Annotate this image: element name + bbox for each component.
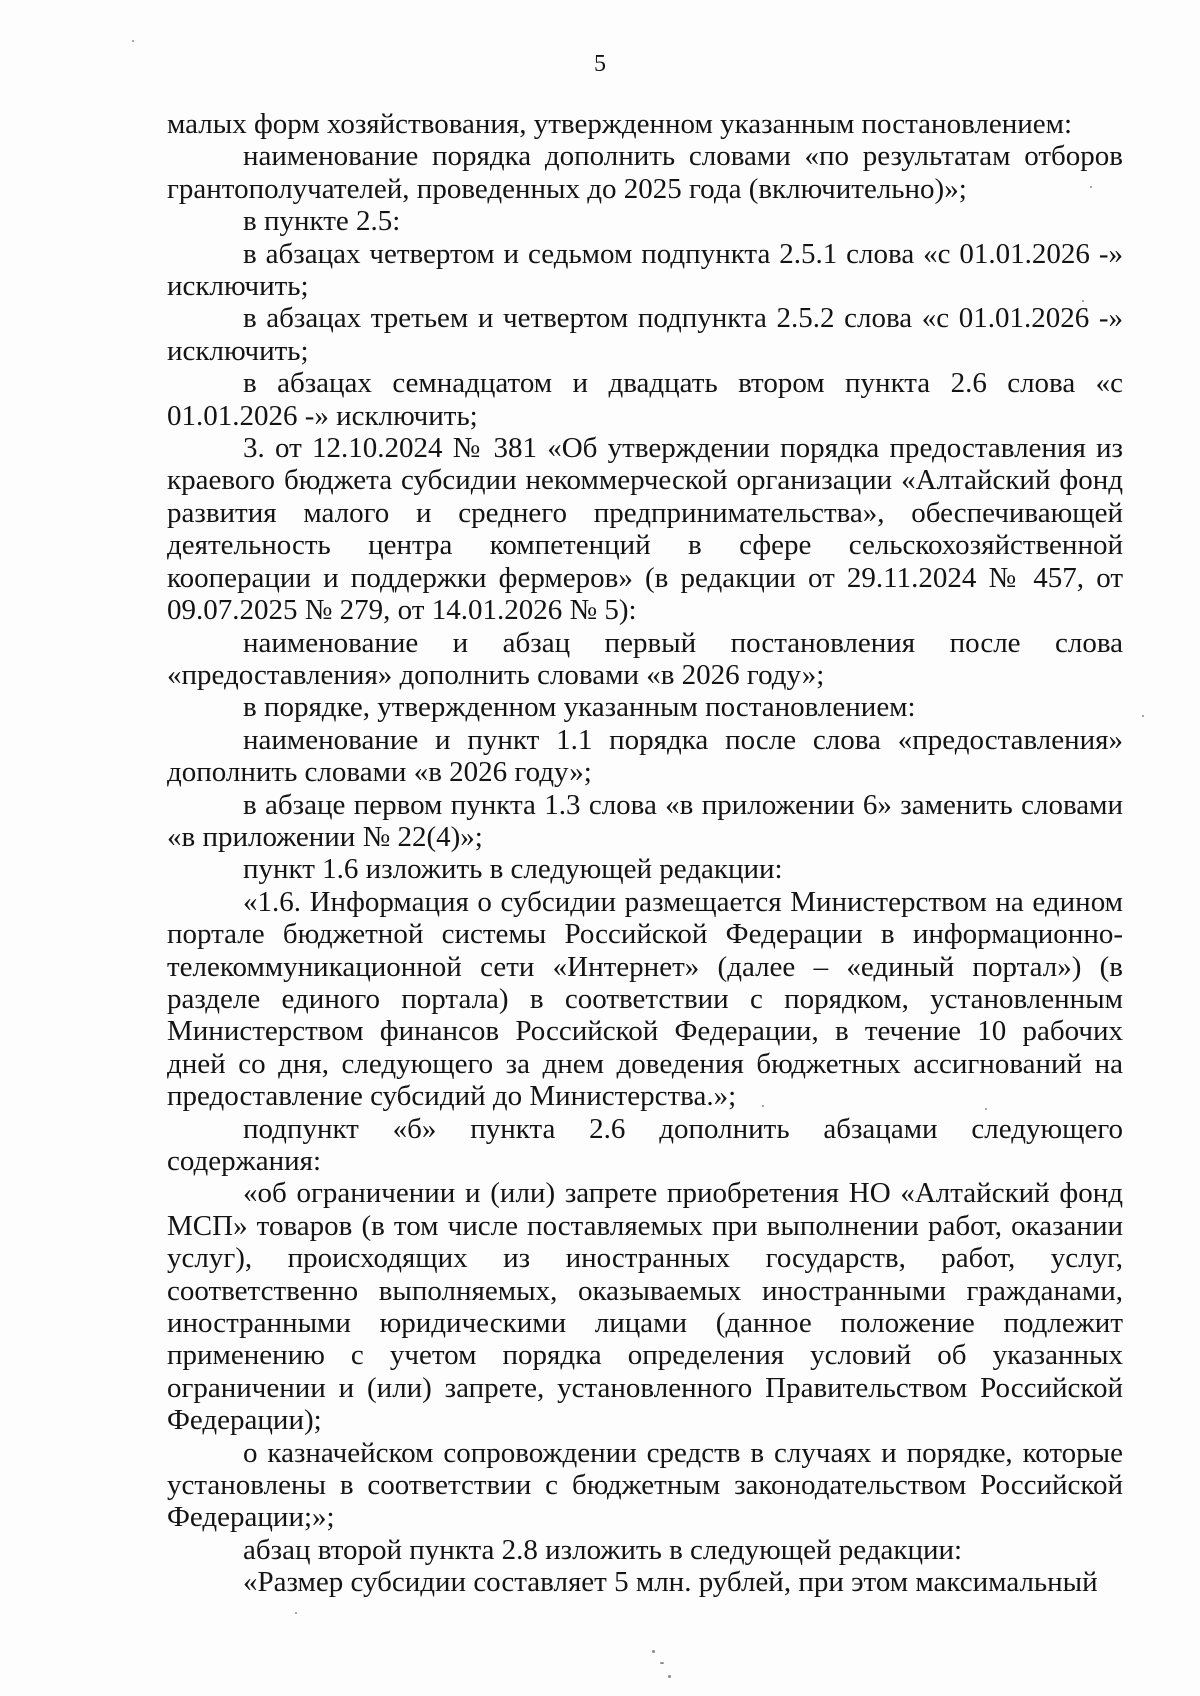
scan-speck [985, 1108, 987, 1110]
scan-speck [132, 40, 134, 42]
scan-speck [1090, 186, 1092, 188]
paragraph-continuation: малых форм хозяйствования, утвержденном указанным постановлением: [167, 108, 1073, 140]
paragraph-title-and-first-abzac: наименование и абзац первый постановления после слова «предоставления» дополнить словами «в 2026 году»; [167, 626, 1123, 691]
paragraph-point-1-6-text: «1.6. Информация о субсидии размещается Министерством на едином портале бюджетной системы Российской Федерации в информационно-телекоммуникационной сети «Интернет» (далее – «единый портал») (в разделе единого портала) в соответствии с порядком, установленным Министерством финансов Российской Федерации, в течение 10 рабочих дней со дня, следующего за днем доведения бюджетных ассигнований на предоставление субсидий до Министерства.»; [167, 885, 1123, 1113]
paragraph-point-2-8-intro: абзац второй пункта 2.8 изложить в следующей редакции: [243, 1533, 963, 1566]
scan-speck [295, 1612, 297, 1614]
document-body [167, 108, 1123, 1599]
scan-speck [652, 1650, 655, 1653]
paragraph-in-order: в порядке, утвержденном указанным постановлением: [243, 691, 916, 724]
paragraph-subpoint-2-5-2: в абзацах третьем и четвертом подпункта 2.5.2 слова «с 01.01.2026 -» исключить; [167, 302, 1123, 367]
scan-speck [660, 1662, 664, 1664]
scan-speck [762, 1105, 764, 1107]
paragraph-point-2-6: в абзацах семнадцатом и двадцать втором пункта 2.6 слова «с 01.01.2026 -» исключить; [167, 367, 1123, 432]
paragraph-point-2-5: в пункте 2.5: [243, 205, 401, 238]
paragraph-point-1-1: наименование и пункт 1.1 порядка после слова «предоставления» дополнить словами «в 2026 году»; [167, 723, 1123, 789]
paragraph-point-1-6-intro: пункт 1.6 изложить в следующей редакции: [243, 853, 783, 886]
paragraph-point-1-3: в абзаце первом пункта 1.3 слова «в приложении 6» заменить словами «в приложении № 22(4)»; [167, 788, 1123, 853]
paragraph-subpoint-b-2-6: подпункт «б» пункта 2.6 дополнить абзацами следующего содержания: [167, 1112, 1123, 1177]
paragraph-subsidy-amount: «Размер субсидии составляет 5 млн. рублей, при этом максимальный [243, 1566, 1098, 1599]
paragraph-title-amendment: наименование порядка дополнить словами «по результатам отборов грантополучателей, проведенных до 2025 года (включительно)»; [167, 140, 1123, 205]
scan-speck [668, 1675, 671, 1678]
paragraph-item-3: 3. от 12.10.2024 № 381 «Об утверждении порядка предоставления из краевого бюджета субсидии некоммерческой организации «Алтайский фонд развития малого и среднего предпринимательства», обеспечивающей деятельность центра компетенций в сфере сельскохозяйственной кооперации и поддержки фермеров» (в редакции от 29.11.2024 № 457, от 09.07.2025 № 279, от 14.01.2026 № 5): [167, 432, 1123, 627]
paragraph-restriction-clause: «об ограничении и (или) запрете приобретения НО «Алтайский фонд МСП» товаров (в том числе поставляемых при выполнении работ, оказании услуг), происходящих из иностранных государств, работ, услуг, соответственно выполняемых, оказываемых иностранными гражданами, иностранными юридическими лицами (данное положение подлежит применению с учетом порядка определения условий об указанных ограничении и (или) запрете, установленного Правительством Российской Федерации); [167, 1177, 1123, 1437]
paragraph-subpoint-2-5-1: в абзацах четвертом и седьмом подпункта 2.5.1 слова «с 01.01.2026 -» исключить; [167, 237, 1123, 303]
paragraph-treasury-clause: о казначейском сопровождении средств в случаях и порядке, которые установлены в соответствии с бюджетным законодательством Российской Федерации;»; [167, 1436, 1123, 1534]
scan-speck [1142, 715, 1144, 717]
scan-speck [1082, 300, 1084, 302]
page-number: 5 [594, 51, 606, 77]
